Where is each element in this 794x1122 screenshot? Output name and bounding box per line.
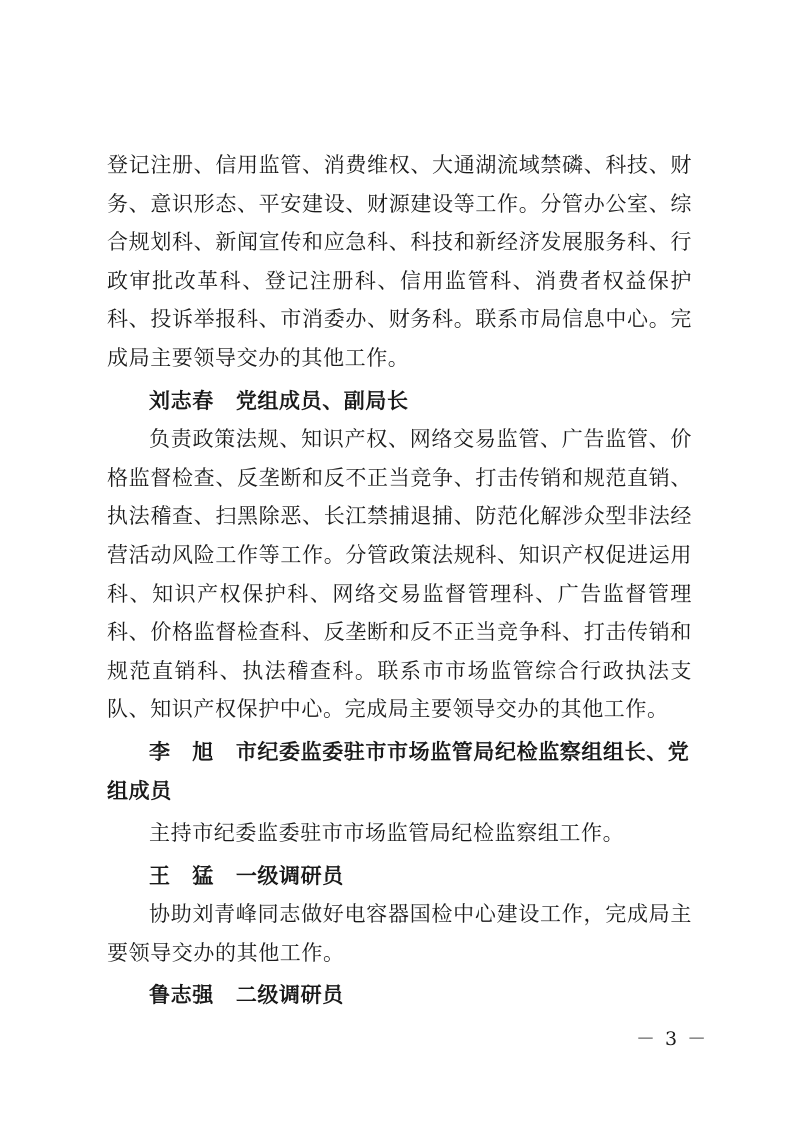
intro-paragraph: 登记注册、信用监管、消费维权、大通湖流域禁磷、科技、财务、意识形态、平安建设、财源建设等工作。分管办公室、综合规划科、新闻宣传和应急科、科技和新经济发展服务科、行政审批改革科、登记注册科、信用监管科、消费者权益保护科、投诉举报科、市消委办、财务科。联系市局信息中心。完成局主要领导交办的其他工作。 [107,153,692,370]
person-name: 李 旭 [149,739,214,764]
person-title: 二级调研员 [235,983,344,1008]
section-heading-liu [107,382,692,421]
document-body [107,146,692,1015]
person-title: 党组成员、副局长 [235,388,409,413]
page-number: － 3 － [636,1028,709,1050]
person-name: 鲁志强 [149,983,214,1008]
person-title: 一级调研员 [235,863,344,888]
person-name: 王 猛 [149,863,214,888]
section-body-liu: 负责政策法规、知识产权、网络交易监管、广告监管、价格监督检查、反垄断和反不正当竞争、打击传销和规范直销、执法稽查、扫黑除恶、长江禁捕退捕、防范化解涉众型非法经营活动风险工作等工作。分管政策法规科、知识产权促进运用科、知识产权保护科、网络交易监督管理科、广告监督管理科、价格监督检查科、反垄断和反不正当竞争科、打击传销和规范直销科、执法稽查科。联系市市场监管综合行政执法支队、知识产权保护中心。完成局主要领导交办的其他工作。 [107,427,692,722]
section-heading-wang [107,857,692,896]
person-name: 刘志春 [149,388,214,413]
section-body-wang: 协助刘青峰同志做好电容器国检中心建设工作，完成局主要领导交办的其他工作。 [107,902,692,965]
person-title: 市纪委监委驻市市场监管局纪检监察组组长、党组成员 [107,739,690,803]
section-heading-lu [107,976,692,1015]
section-body-li: 主持市纪委监委驻市市场监管局纪检监察组工作。 [149,821,625,846]
section-heading-li [107,733,692,810]
